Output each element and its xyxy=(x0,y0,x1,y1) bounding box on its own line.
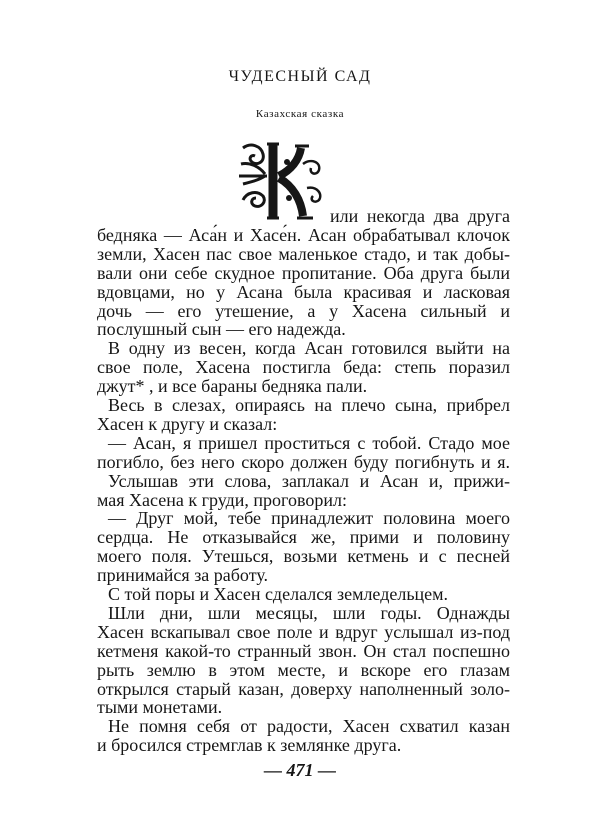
text-line: вали они себе скудное пропитание. Оба друга были xyxy=(97,262,510,283)
text-line: С той поры и Хасен сделался земледельцем. xyxy=(108,584,449,604)
text-line: рыть землю в этом месте, и вскоре его глазам xyxy=(97,659,510,680)
story-subtitle: Казахская сказка xyxy=(255,108,345,120)
text-line: В одну из весен, когда Асан готовился выйти на xyxy=(108,338,510,359)
text-line: Услышав эти слова, заплакал и Асан и, прижи- xyxy=(108,470,510,491)
story-title: ЧУДЕСНЫЙ САД xyxy=(228,68,372,85)
text-line: джут* , и все бараны бедняка пали. xyxy=(97,376,368,397)
text-line: Хасен к другу и сказал: xyxy=(97,413,278,434)
text-line: послушный сын — его надежда. xyxy=(97,319,346,340)
text-line: бедняка — Аса́н и Хасе́н. Асан обрабатывал клочок xyxy=(97,224,510,245)
text-line: дочь — его утешение, а у Хасена сильный и xyxy=(97,300,510,321)
text-line: кетменя какой-то странный звон. Он стал поспешно xyxy=(97,640,510,661)
text-line: Шли дни, шли месяцы, шли годы. Однажды xyxy=(108,602,510,623)
text-line: мая Хасена к груди, проговорил: xyxy=(97,489,347,510)
text-line: принимайся за работу. xyxy=(97,565,269,586)
text-line: Не помня себя от радости, Хасен схватил казан xyxy=(108,716,510,737)
page-number: — 471 — xyxy=(264,760,336,780)
text-line: вдовцами, но у Асана была красивая и ласковая xyxy=(97,281,510,302)
text-line: сердца. Не отказывайся же, прими и половину xyxy=(97,527,510,548)
text-line: и бросился стремглав к землянке друга. xyxy=(97,735,402,756)
drop-cap-ornament xyxy=(237,140,327,222)
text-line: земли, Хасен пас свое маленькое стадо, и так добы- xyxy=(97,243,510,264)
text-line: Весь в слезах, опираясь на плечо сына, прибрел xyxy=(108,395,510,415)
text-line: — Друг мой, тебе принадлежит половина моего xyxy=(108,508,510,529)
text-line: тыми монетами. xyxy=(97,697,223,718)
text-line: открылся старый казан, доверху наполненный золо- xyxy=(97,678,510,699)
text-line: моего поля. Утешься, возьми кетмень и с песней xyxy=(97,546,510,567)
text-line: Хасен вскапывал свое поле и вдруг услышал из-под xyxy=(97,621,510,642)
text-line: свое поле, Хасена постигла беда: степь поразил xyxy=(97,357,510,378)
text-line: погибло, без него скоро должен буду погибнуть и я. xyxy=(97,451,510,472)
text-line: — Асан, я пришел проститься с тобой. Стадо мое xyxy=(108,432,510,453)
text-line: или некогда два друга xyxy=(330,206,510,226)
